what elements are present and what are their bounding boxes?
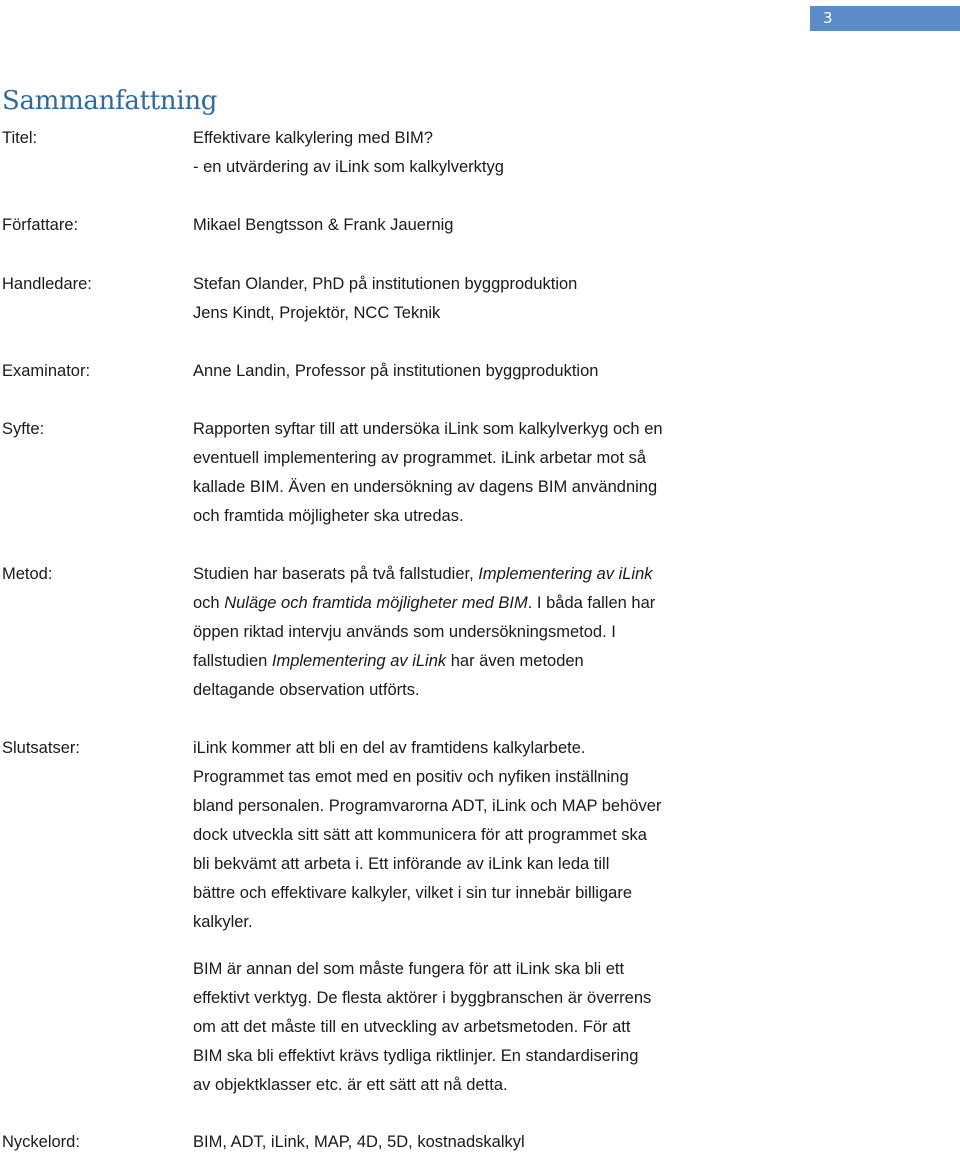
conclusions-p2-line-3: om att det måste till en utveckling av arbetsmetoden. För att	[193, 1018, 631, 1036]
field-value-slutsatser	[193, 734, 738, 1100]
method-line-4: fallstudien Implementering av iLink har även metoden	[193, 652, 584, 670]
case-study-title-bim: Nuläge och framtida möjligheter med BIM	[224, 594, 528, 612]
purpose-line-4: och framtida möjligheter ska utredas.	[193, 507, 464, 525]
conclusions-p2-line-5: av objektklasser etc. är ett sätt att nå detta.	[193, 1076, 508, 1094]
examiner: Anne Landin, Professor på institutionen byggproduktion	[193, 362, 599, 380]
conclusions-p1-line-4: dock utveckla sitt sätt att kommunicera för att programmet ska	[193, 826, 647, 844]
field-label-titel: Titel:	[2, 129, 38, 147]
field-label-handledare: Handledare:	[2, 275, 92, 293]
field-label-slutsatser: Slutsatser:	[2, 739, 80, 757]
conclusions-p1-line-2: Programmet tas emot med en positiv och nyfiken inställning	[193, 768, 629, 786]
conclusions-p1-line-7: kalkyler.	[193, 913, 253, 931]
field-label-examinator: Examinator:	[2, 362, 91, 380]
case-study-title-ilink-2: Implementering av iLink	[271, 652, 447, 670]
method-line-5: deltagande observation utförts.	[193, 681, 420, 699]
field-value-handledare	[193, 270, 738, 328]
field-value-syfte	[193, 415, 738, 531]
authors: Mikael Bengtsson & Frank Jauernig	[193, 216, 454, 234]
field-value-nyckelord	[193, 1128, 738, 1157]
conclusions-paragraph-1	[193, 734, 738, 937]
purpose-line-2: eventuell implementering av programmet. iLink arbetar mot så	[193, 449, 647, 467]
case-study-title-ilink: Implementering av iLink	[478, 565, 653, 583]
method-line-3: öppen riktad intervju används som undersökningsmetod. I	[193, 623, 616, 641]
field-label-nyckelord: Nyckelord:	[2, 1133, 80, 1151]
field-value-titel	[193, 124, 738, 182]
title-line-1: Effektivare kalkylering med BIM?	[193, 129, 433, 147]
field-label-syfte: Syfte:	[2, 420, 45, 438]
conclusions-p1-line-3: bland personalen. Programvarorna ADT, iLink och MAP behöver	[193, 797, 662, 815]
conclusions-p1-line-5: bli bekvämt att arbeta i. Ett införande av iLink kan leda till	[193, 855, 610, 873]
purpose-line-1: Rapporten syftar till att undersöka iLink som kalkylverkyg och en	[193, 420, 663, 438]
supervisor-2: Jens Kindt, Projektör, NCC Teknik	[193, 304, 441, 322]
page-title: Sammanfattning	[2, 86, 218, 116]
method-line-2: och Nuläge och framtida möjligheter med BIM. I båda fallen har	[193, 594, 656, 612]
conclusions-p2-line-4: BIM ska bli effektivt krävs tydliga riktlinjer. En standardisering	[193, 1047, 639, 1065]
supervisor-1: Stefan Olander, PhD på institutionen byggproduktion	[193, 275, 578, 293]
method-line-1: Studien har baserats på två fallstudier, Implementering av iLink	[193, 565, 653, 583]
conclusions-p2-line-2: effektivt verktyg. De flesta aktörer i byggbranschen är överrens	[193, 989, 652, 1007]
title-line-2: - en utvärdering av iLink som kalkylverktyg	[193, 158, 504, 176]
purpose-line-3: kallade BIM. Även en undersökning av dagens BIM användning	[193, 478, 658, 496]
field-value-examinator	[193, 357, 738, 386]
page-number-badge	[810, 6, 960, 31]
field-label-metod: Metod:	[2, 565, 53, 583]
field-value-metod	[193, 560, 738, 705]
conclusions-paragraph-2	[193, 955, 738, 1100]
field-value-forfattare	[193, 211, 738, 240]
field-label-forfattare: Författare:	[2, 216, 79, 234]
keywords: BIM, ADT, iLink, MAP, 4D, 5D, kostnadskalkyl	[193, 1133, 525, 1151]
conclusions-p1-line-1: iLink kommer att bli en del av framtidens kalkylarbete.	[193, 739, 586, 757]
conclusions-p1-line-6: bättre och effektivare kalkyler, vilket i sin tur innebär billigare	[193, 884, 632, 902]
conclusions-p2-line-1: BIM är annan del som måste fungera för att iLink ska bli ett	[193, 960, 625, 978]
page-number: 3	[823, 9, 833, 27]
